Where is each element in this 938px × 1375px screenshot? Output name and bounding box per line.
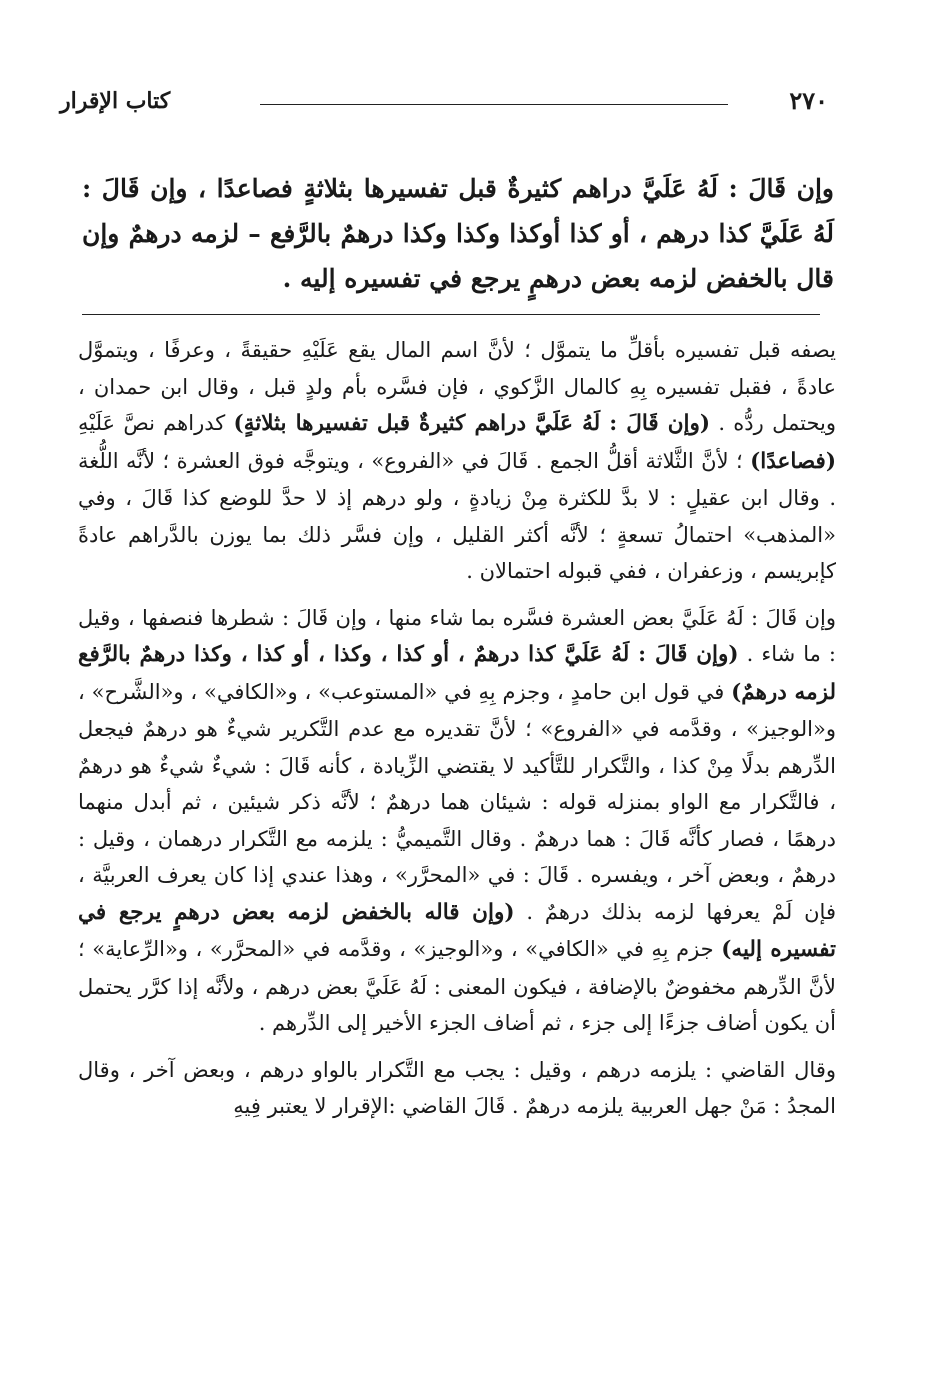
commentary-text: وإن قَالَ : لَهُ عَلَيَّ بعض العشرة فسَّره بما شاء منها ، وإن قَالَ : شطرها فنصفها ، وقيل : ما شاء .: [78, 605, 836, 666]
page-header: [60, 86, 828, 122]
commentary-text: كدراهم نصَّ عَلَيْهِ: [78, 411, 234, 435]
matn-quote: (وإن قَالَ : لَهُ عَلَيَّ كذا درهمٌ ، أو كذا ، وكذا ، أو كذا ، وكذا درهمٌ بالرَّفع لزمه درهمٌ): [78, 642, 837, 705]
commentary-paragraph-2: [78, 600, 836, 1042]
matn-quote: (وإن قاله بالخفض لزمه بعض درهمٍ يرجع في تفسيره إليه): [78, 899, 836, 962]
matn-divider: [82, 314, 820, 315]
commentary-text: يصفه قبل تفسيره بأقلِّ ما يتموَّل ؛ لأنَّ اسم المال يقع عَلَيْهِ حقيقةً ، وعرفًا ، ويتموَّل عادةً ، فقبل تفسيره بِهِ كالمال الزَّكوي ، فإن فسَّره بأم ولدٍ قبل ، وقال ابن حمدان ، ويحتمل ردُّه .: [78, 338, 836, 435]
commentary-text: جزم بِهِ في «الكافي» ، و«الوجيز» ، وقدَّمه في «المحرَّر» ، و«الرِّعاية» ؛ لأنَّ الدِّرهم مخفوضٌ بالإضافة ، فيكون المعنى : لَهُ عَلَيَّ بعض درهم ، ولأنَّه إذا كرَّر يحتمل أن يكون أضاف جزءًا إلى جزء ، ثم أضاف الجزء الأخير إلى الدِّرهم .: [78, 937, 836, 1035]
commentary-paragraph-3: [78, 1052, 836, 1125]
commentary-text: وقال القاضي : يلزمه درهم ، وقيل : يجب مع التَّكرار بالواو درهم ، وبعض آخر ، وقال المجدُ : مَنْ جهل العربية يلزمه درهمٌ . قَالَ القاضي :الإقرار لا يعتبر فِيهِ: [78, 1057, 836, 1118]
header-rule: [260, 104, 728, 105]
matn-quote: (فصاعدًا): [750, 448, 836, 474]
commentary-paragraph-1: [78, 332, 836, 590]
commentary: [78, 332, 836, 1125]
commentary-text: في قول ابن حامدٍ ، وجزم بِهِ في «المستوعب» ، و«الكافي» ، و«الشَّرح» ، و«الوجيز» ، وقدَّمه في «الفروع» ؛ لأنَّ تقديره مع عدم التَّكرير شيءٌ هو درهمٌ فيجعل الدِّرهم بدلًا مِنْ كذا ، والتَّكرار للتَّأكيد لا يقتضي الزِّيادة ، كأنه قَالَ : شيءٌ شيءٌ هو درهمٌ ، فالتَّكرار مع الواو بمنزله قوله : شيئان هما درهمٌ ؛ لأنَّه ذكر شيئين ، ثم أبدل منهما درهمًا ، فصار كأنَّه قَالَ : هما درهمٌ . وقال التَّميميُّ : يلزمه مع التَّكرار درهمان ، وقيل : درهمٌ ، وبعض آخر ، ويفسره . قَالَ : في «المحرَّر» ، وهذا عندي إذا كان يعرف العربيَّة ، فإن لَمْ يعرفها لزمه بذلك درهمٌ .: [78, 679, 836, 924]
page-number: ٢٧٠: [789, 86, 828, 115]
matn-text: وإن قَالَ : لَهُ عَلَيَّ دراهم كثيرةٌ قبل تفسيرها بثلاثةٍ فصاعدًا ، وإن قَالَ : لَهُ عَلَيَّ كذا درهم ، أو كذا أوكذا وكذا وكذا درهمٌ بالرَّفع – لزمه درهمٌ وإن قال بالخفض لزمه بعض درهمٍ يرجع في تفسيره إليه .: [82, 174, 834, 293]
matn-quote: (وإن قَالَ : لَهُ عَلَيَّ دراهم كثيرةٌ قبل تفسيرها بثلاثةٍ): [233, 411, 711, 436]
book-title: كتاب الإقرار: [60, 88, 171, 114]
commentary-text: ؛ لأنَّ الثَّلاثة أقلُّ الجمع . قَالَ في «الفروع» ، ويتوجَّه فوق العشرة ؛ لأنَّه اللُّغة . وقال ابن عقيلٍ : لا بدَّ للكثرة مِنْ زيادةٍ ، ولو درهم إذ لا حدَّ للوضع كذا قَالَ ، وفي «المذهب» احتمالُ تسعةٍ ؛ لأنَّه أكثر القليل ، وإن فسَّر ذلك بما يوزن بالدَّراهم عادةً كإبريسم ، وزعفران ، ففي قبوله احتمالان .: [78, 448, 836, 583]
